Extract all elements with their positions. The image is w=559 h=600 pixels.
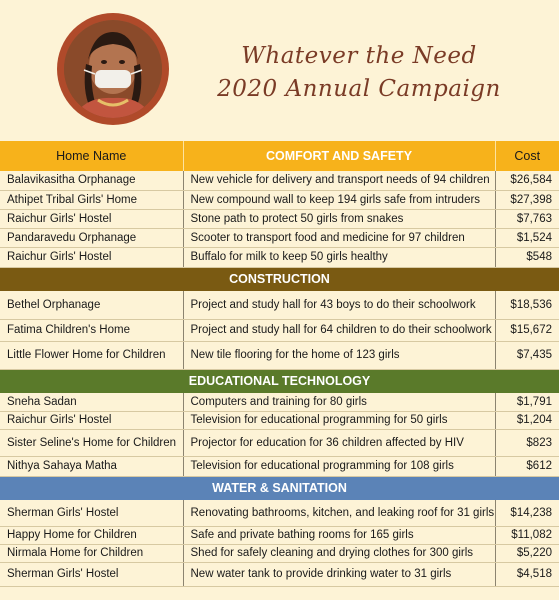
home-name-cell: Sister Seline's Home for Children [0,429,183,456]
home-name-cell: Sherman Girls' Hostel [0,562,183,586]
table-row [0,291,559,319]
cost-cell: $27,398 [495,190,559,209]
home-name-cell: Happy Home for Children [0,526,183,544]
home-name-cell: Nirmala Home for Children [0,544,183,562]
header [0,0,559,141]
cost-cell: $1,791 [495,393,559,411]
home-name-cell: Nithya Sahaya Matha [0,456,183,476]
table-row [0,190,559,209]
cost-cell: $1,524 [495,228,559,247]
table-row [0,456,559,476]
cost-cell: $548 [495,247,559,267]
title-line-1: Whatever the Need [241,43,477,69]
section-header-comfort: COMFORT AND SAFETY [183,141,495,171]
comfort-rows [0,171,559,267]
project-cell: Computers and training for 80 girls [183,393,495,411]
title-block [194,40,524,106]
project-cell: Project and study hall for 64 children to do their schoolwork [183,319,495,341]
section-row-water [0,476,559,500]
cost-cell: $26,584 [495,171,559,190]
table-row [0,411,559,429]
table-row [0,319,559,341]
table-row [0,171,559,190]
construction-rows [0,291,559,369]
column-header-cost: Cost [495,141,559,171]
table-row [0,562,559,586]
title-line-2: 2020 Annual Campaign [217,76,501,102]
cost-cell: $5,220 [495,544,559,562]
project-cell: Projector for education for 36 children affected by HIV [183,429,495,456]
project-cell: New tile flooring for the home of 123 girls [183,341,495,369]
cost-cell: $18,536 [495,291,559,319]
cost-cell: $1,204 [495,411,559,429]
cost-cell: $7,763 [495,209,559,228]
column-header-home: Home Name [0,141,183,171]
home-name-cell: Sherman Girls' Hostel [0,500,183,526]
cost-cell: $823 [495,429,559,456]
project-cell: New water tank to provide drinking water to 31 girls [183,562,495,586]
home-name-cell: Balavikasitha Orphanage [0,171,183,190]
project-cell: Television for educational programming for 50 girls [183,411,495,429]
project-cell: Renovating bathrooms, kitchen, and leaking roof for 31 girls [183,500,495,526]
table-row [0,247,559,267]
child-photo-icon [64,20,162,118]
child-photo-image [64,20,162,118]
home-name-cell: Sneha Sadan [0,393,183,411]
home-name-cell: Raichur Girls' Hostel [0,247,183,267]
table-row [0,526,559,544]
home-name-cell: Fatima Children's Home [0,319,183,341]
cost-cell: $15,672 [495,319,559,341]
home-name-cell: Athipet Tribal Girls' Home [0,190,183,209]
section-header-construction: CONSTRUCTION [0,267,559,291]
table-row [0,500,559,526]
educational-rows [0,393,559,476]
home-name-cell: Bethel Orphanage [0,291,183,319]
home-name-cell: Little Flower Home for Children [0,341,183,369]
child-photo [57,13,169,125]
project-cell: Shed for safely cleaning and drying clothes for 300 girls [183,544,495,562]
project-cell: Scooter to transport food and medicine for 97 children [183,228,495,247]
cost-cell: $11,082 [495,526,559,544]
section-header-educational: EDUCATIONAL TECHNOLOGY [0,369,559,393]
table-row [0,209,559,228]
table-row [0,544,559,562]
table-row [0,393,559,411]
project-cell: Buffalo for milk to keep 50 girls healthy [183,247,495,267]
table-row [0,341,559,369]
project-cell: Project and study hall for 43 boys to do their schoolwork [183,291,495,319]
section-row-construction [0,267,559,291]
project-cell: Safe and private bathing rooms for 165 girls [183,526,495,544]
cost-cell: $14,238 [495,500,559,526]
project-cell: Stone path to protect 50 girls from snakes [183,209,495,228]
project-cell: New compound wall to keep 194 girls safe from intruders [183,190,495,209]
section-header-water: WATER & SANITATION [0,476,559,500]
cost-cell: $612 [495,456,559,476]
cost-cell: $4,518 [495,562,559,586]
project-cell: Television for educational programming for 108 girls [183,456,495,476]
home-name-cell: Raichur Girls' Hostel [0,411,183,429]
home-name-cell: Pandaravedu Orphanage [0,228,183,247]
table-row [0,228,559,247]
home-name-cell: Raichur Girls' Hostel [0,209,183,228]
campaign-table [0,141,559,587]
table-header-row [0,141,559,171]
table-row [0,429,559,456]
project-cell: New vehicle for delivery and transport needs of 94 children [183,171,495,190]
cost-cell: $7,435 [495,341,559,369]
water-rows [0,500,559,586]
section-row-educational [0,369,559,393]
